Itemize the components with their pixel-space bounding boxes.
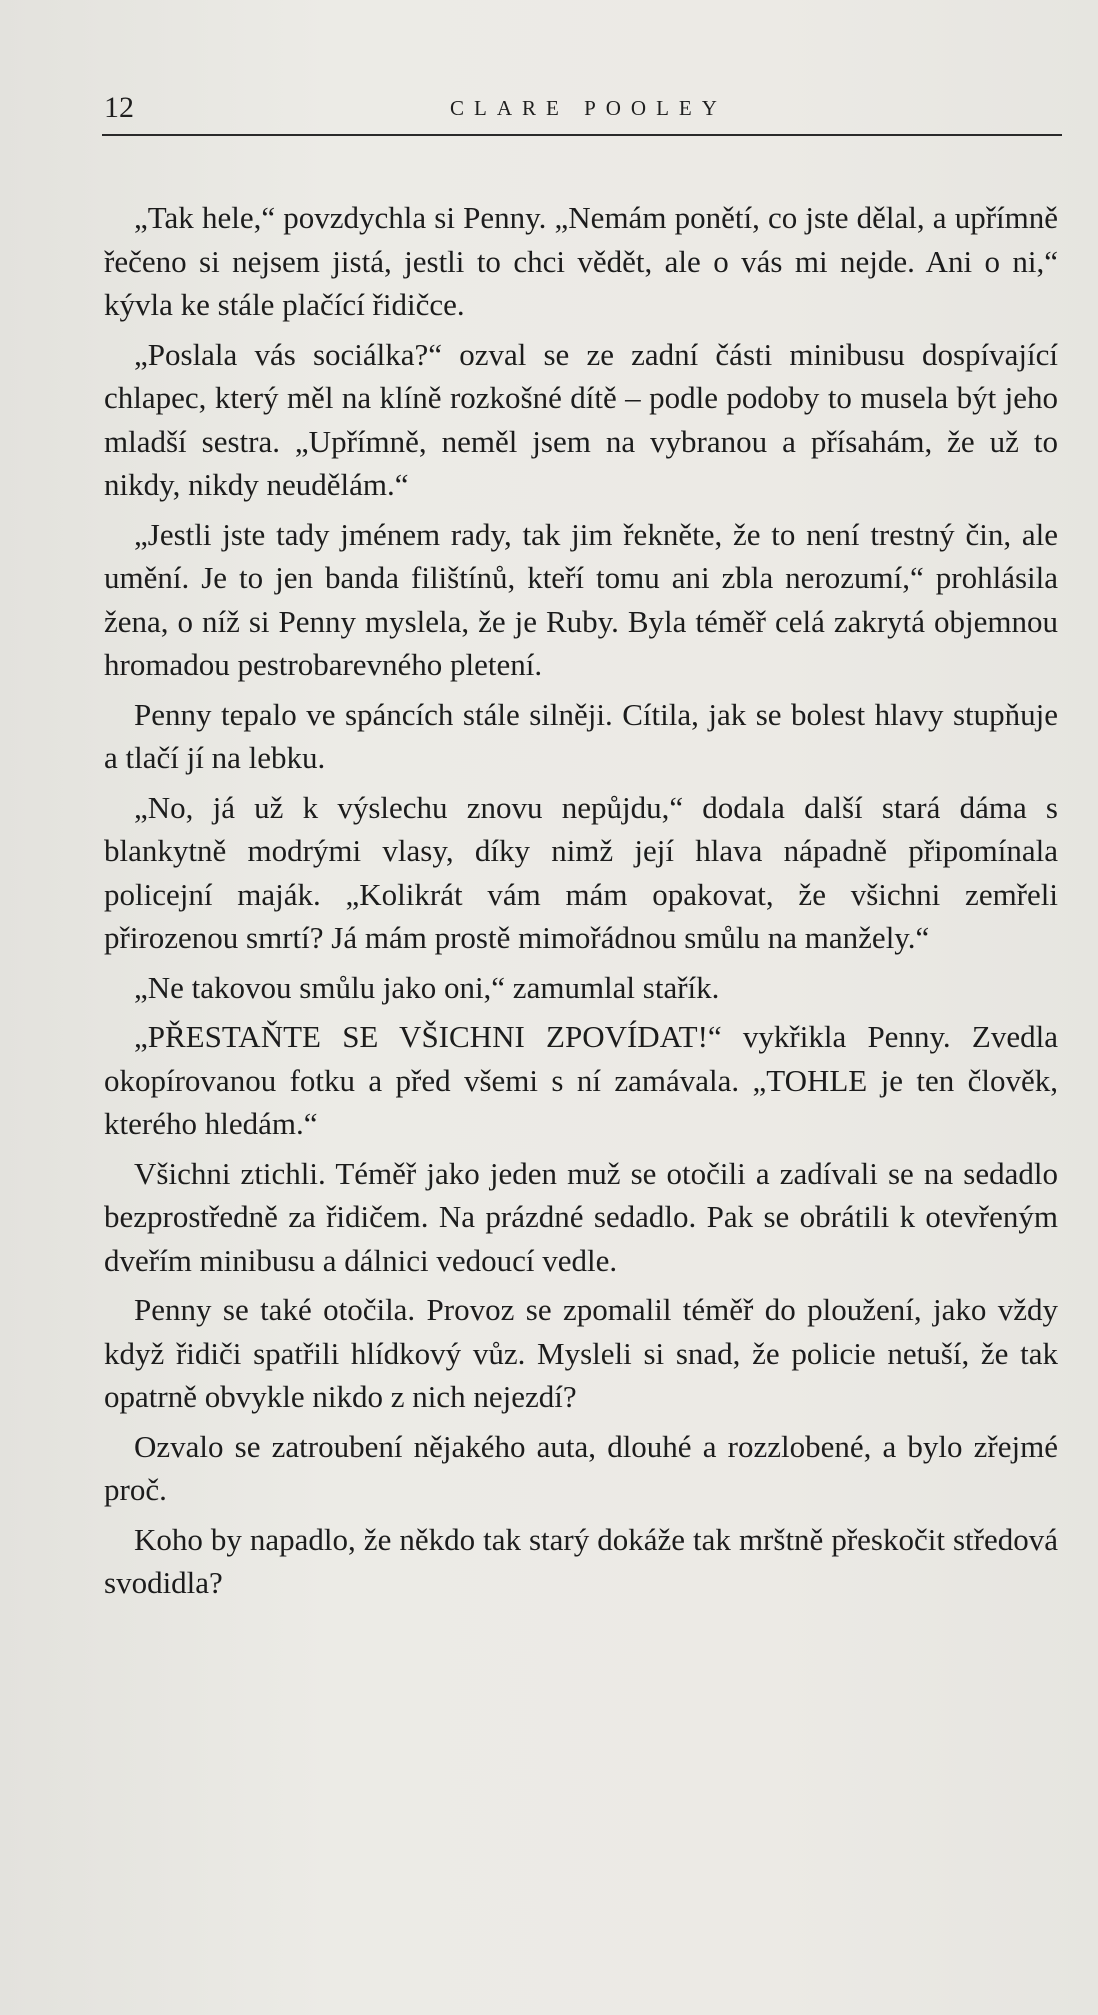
paragraph: Všichni ztichli. Téměř jako jeden muž se otočili a zadívali se na sedadlo bezprostředně za řidičem. Na prázdné sedadlo. Pak se obrátili k otevřeným dveřím minibusu a dálnici vedoucí vedle.: [104, 1155, 1058, 1278]
paragraph: „Tak hele,“ povzdychla si Penny. „Nemám ponětí, co jste dělal, a upřímně řečeno si nejsem jistá, jestli to chci vědět, ale o vás mi nejde. Ani o ni,“ kývla ke stále plačící řidičce.: [104, 200, 1058, 322]
body-text: [104, 196, 1058, 1611]
paragraph: Ozvalo se zatroubení nějakého auta, dlouhé a rozzlobené, a bylo zřejmé proč.: [104, 1428, 1058, 1507]
header-rule: [102, 134, 1062, 136]
paragraph: Koho by napadlo, že někdo tak starý dokáže tak mrštně přeskočit středová svodidla?: [104, 1521, 1058, 1600]
paragraph: Penny tepalo ve spáncích stále silněji. Cítila, jak se bolest hlavy stupňuje a tlačí jí na lebku.: [104, 696, 1058, 775]
running-head-author: CLARE POOLEY: [450, 96, 727, 120]
paragraph: „Jestli jste tady jménem rady, tak jim řekněte, že to není trestný čin, ale umění. Je to jen banda filištínů, kteří tomu ani zbla nerozumí,“ prohlásila žena, o níž si Penny myslela, že je Ruby. Byla téměř celá zakrytá objemnou hromadou pestrobarevného pletení.: [104, 516, 1058, 682]
paragraph: „No, já už k výslechu znovu nepůjdu,“ dodala další stará dáma s blankytně modrými vlasy, díky nimž její hlava nápadně připomínala policejní maják. „Kolikrát vám mám opakovat, že všichni zemřeli přirozenou smrtí? Já mám prostě mimořádnou smůlu na manžely.“: [104, 789, 1058, 955]
paragraph: „Poslala vás sociálka?“ ozval se ze zadní části minibusu dospívající chlapec, který měl na klíně rozkošné dítě – podle podoby to musela být jeho mladší sestra. „Upřímně, neměl jsem na vybranou a přísahám, že už to nikdy, nikdy neudělám.“: [104, 336, 1058, 502]
paragraph: „PŘESTAŇTE SE VŠICHNI ZPOVÍDAT!“ vykřikla Penny. Zvedla okopírovanou fotku a před všemi s ní zamávala. „TOHLE je ten člověk, kterého hledám.“: [104, 1019, 1058, 1141]
paragraph: „Ne takovou smůlu jako oni,“ zamumlal stařík.: [134, 969, 720, 1005]
page-number: 12: [104, 91, 134, 124]
paragraph: Penny se také otočila. Provoz se zpomalil téměř do ploužení, jako vždy když řidiči spatřili hlídkový vůz. Mysleli si snad, že policie netuší, že tak opatrně obvykle nikdo z nich nejezdí?: [104, 1292, 1058, 1414]
running-head: [104, 86, 1059, 130]
